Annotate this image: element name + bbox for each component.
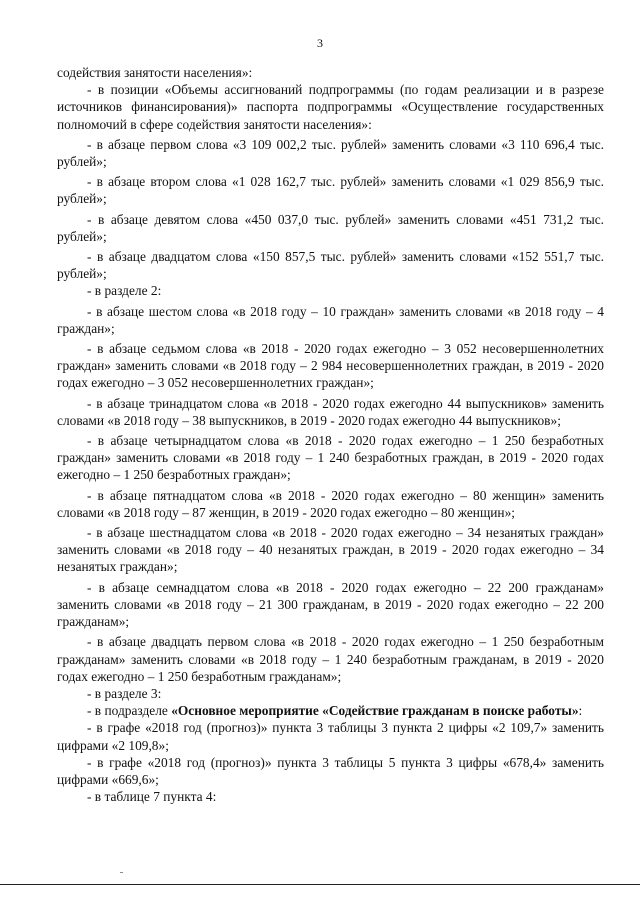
subsection-paragraph [57,702,604,719]
paragraph: - в разделе 3: [87,685,162,701]
paragraph: содействия занятости населения»: [57,65,253,80]
scan-speck [120,872,123,873]
paragraph: - в абзаце первом слова «3 109 002,2 тыс. рублей» заменить словами «3 110 696,4 тыс. рублей»; [57,136,604,170]
paragraph: - в позиции «Объемы ассигнований подпрограммы (по годам реализации и в разрезе источников финансирования)» паспорта подпрограммы «Осуществление государственных полномочий в сфере содействия занятости населения»: [57,82,604,132]
subsection-prefix: - в подразделе [87,703,172,719]
paragraph: - в таблице 7 пункта 4: [87,789,217,805]
subsection-title: «Основное мероприятие «Содействие гражданам в поиске работы» [171,703,579,719]
footer-divider [0,884,640,885]
paragraph: - в абзаце шестом слова «в 2018 году – 10 граждан» заменить словами «в 2018 году – 4 граждан»; [57,303,604,336]
paragraph: - в абзаце девятом слова «450 037,0 тыс. рублей» заменить словами «451 731,2 тыс. рублей»; [57,211,604,244]
paragraph: - в абзаце пятнадцатом слова «в 2018 - 2020 годах ежегодно – 80 женщин» заменить словами «в 2018 году – 87 женщин, в 2019 - 2020 годах ежегодно – 80 женщин»; [57,487,604,520]
paragraph: - в абзаце четырнадцатом слова «в 2018 - 2020 годах ежегодно – 1 250 безработных граждан» заменить словами «в 2018 году – 1 240 безработных граждан, в 2019 - 2020 годах ежегодно – 1 250 безработных граждан»; [57,433,604,483]
paragraph: - в абзаце втором слова «1 028 162,7 тыс. рублей» заменить словами «1 029 856,9 тыс. рублей»; [57,174,604,207]
document-body [57,64,604,805]
paragraph: - в абзаце двадцать первом слова «в 2018 - 2020 годах ежегодно – 1 250 безработным гражданам» заменить словами «в 2018 году – 1 240 безработным гражданам, в 2019 - 2020 годах ежегодно – 1 250 безработным гражданам»; [57,634,604,684]
paragraph: - в абзаце седьмом слова «в 2018 - 2020 годах ежегодно – 3 052 несовершеннолетних граждан» заменить словами «в 2018 году – 2 984 несовершеннолетних граждан, в 2019 - 2020 годах ежегодно – 3 052 несовершеннолетних граждан»; [57,341,604,391]
paragraph: - в абзаце тринадцатом слова «в 2018 - 2020 годах ежегодно 44 выпускников» заменить словами «в 2018 году – 38 выпускников, в 2019 - 2020 годах ежегодно 44 выпускников»; [57,395,604,428]
paragraph: - в абзаце семнадцатом слова «в 2018 - 2020 годах ежегодно – 22 200 гражданам» заменить словами «в 2018 году – 21 300 гражданам, в 2019 - 2020 годах ежегодно – 22 200 гражданам»; [57,579,604,630]
paragraph: - в разделе 2: [87,283,162,299]
paragraph: - в графе «2018 год (прогноз)» пункта 3 таблицы 3 пункта 2 цифры «2 109,7» заменить цифрами «2 109,8»; [57,720,604,753]
paragraph: - в графе «2018 год (прогноз)» пункта 3 таблицы 5 пункта 3 цифры «678,4» заменить цифрами «669,6»; [57,754,604,787]
paragraph: - в абзаце двадцатом слова «150 857,5 тыс. рублей» заменить словами «152 551,7 тыс. рублей»; [57,249,604,282]
subsection-suffix: : [578,703,583,719]
paragraph: - в абзаце шестнадцатом слова «в 2018 - 2020 годах ежегодно – 34 незанятых граждан» заменить словами «в 2018 году – 40 незанятых граждан, в 2019 - 2020 годах ежегодно – 34 незанятых граждан»; [57,525,604,575]
page-number: 3 [317,36,323,50]
